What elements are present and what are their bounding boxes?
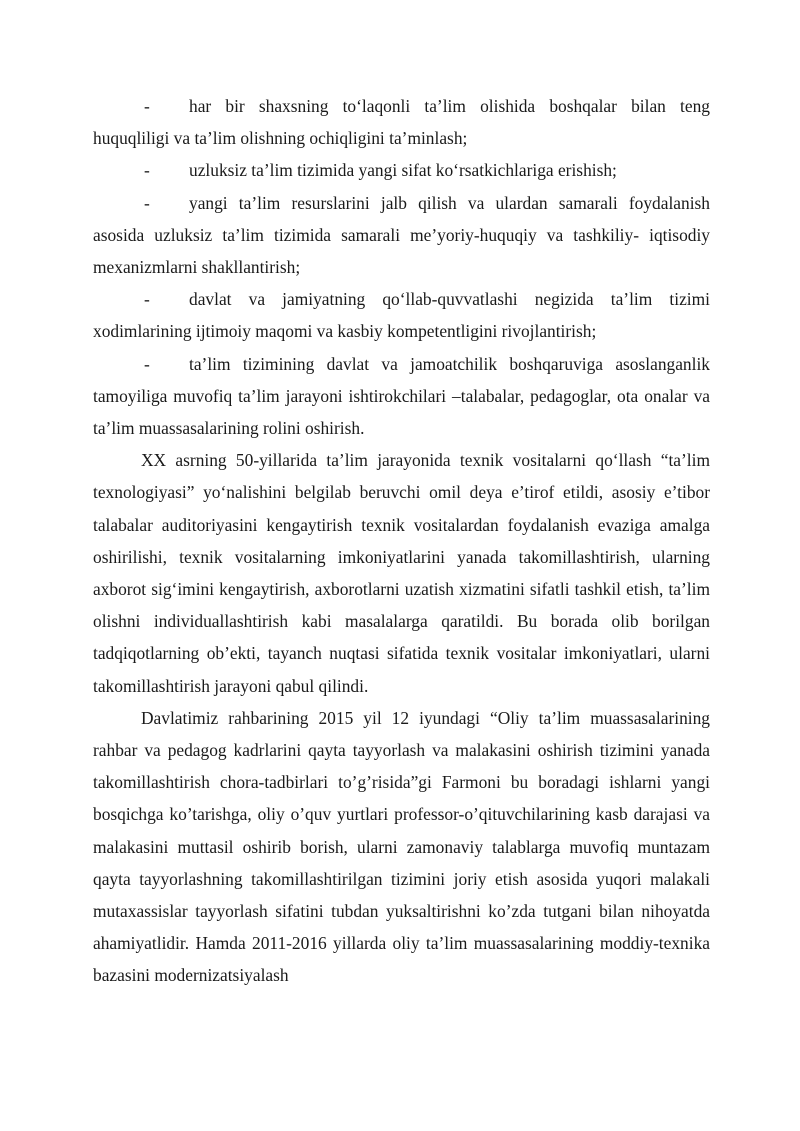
body-paragraph: XX asrning 50-yillarida ta’lim jarayonida texnik vositalarni qo‘llash “ta’lim texnologiyasi” yo‘nalishini belgilab beruvchi omil deya e’tirof etildi, asosiy e’tibor talabalar auditoriyasini kengaytirish texnik vositalardan foydalanish evaziga amalga oshirilishi, texnik vositalarning imkoniyatlarini yanada takomillashtirish, ularning axborot sig‘imini kengaytirish, axborotlarni uzatish xizmatini sifatli tashkil etish, ta’lim olishni individuallashtirish kabi masalalarga qaratildi. Bu borada olib borilgan tadqiqotlarning ob’ekti, tayanch nuqtasi sifatida texnik vositalar imkoniyatlari, ularni takomillashtirish jarayoni qabul qilindi. xyxy=(93,450,710,696)
bullet-item xyxy=(93,90,710,154)
bullet-dash: - xyxy=(144,353,150,374)
bullet-text: ta’lim tizimining davlat va jamoatchilik boshqaruviga asoslanganlik tamoyiliga muvofiq ta’lim jarayoni ishtirokchilari –talabalar, pedagoglar, ota onalar va ta’lim muassasalarining rolini oshirish. xyxy=(93,353,710,439)
bullet-text: davlat va jamiyatning qo‘llab-quvvatlashi negizida ta’lim tizimi xodimlarining ijtimoiy maqomi va kasbiy kompetentligini rivojlantirish; xyxy=(93,289,710,342)
bullet-dash: - xyxy=(144,192,150,213)
document-page xyxy=(93,90,710,992)
bullet-dash: - xyxy=(144,289,150,310)
bullet-item xyxy=(93,348,710,445)
bullet-dash: - xyxy=(144,160,150,181)
bullet-text: yangi ta’lim resurslarini jalb qilish va ulardan samarali foydalanish asosida uzluksiz ta’lim tizimida samarali me’yoriy-huquqiy va tashkiliy- iqtisodiy mexanizmlarni shakllantirish; xyxy=(93,192,710,278)
bullet-text: har bir shaxsning to‘laqonli ta’lim olishida boshqalar bilan teng huquqliligi va ta’lim olishning ochiqligini ta’minlash; xyxy=(93,96,710,149)
bullet-item xyxy=(93,283,710,347)
bullet-item xyxy=(93,187,710,284)
bullet-text: uzluksiz ta’lim tizimida yangi sifat ko‘rsatkichlariga erishish; xyxy=(189,160,617,181)
body-paragraph: Davlatimiz rahbarining 2015 yil 12 iyundagi “Oliy ta’lim muassasalarining rahbar va pedagog kadrlarini qayta tayyorlash va malakasini oshirish tizimini yanada takomillashtirish chora-tadbirlari to’g’risida”gi Farmoni bu boradagi ishlarni yangi bosqichga ko’tarishga, oliy o’quv yurtlari professor-o’qituvchilarining kasb darajasi va malakasini muttasil oshirib borish, ularni zamonaviy talablarga muvofiq muntazam qayta tayyorlashning takomillashtirilgan tizimini joriy etish asosida yuqori malakali mutaxassislar tayyorlash sifatini tubdan yuksaltirishni ko’zda tutgani bilan nihoyatda ahamiyatlidir. Hamda 2011-2016 yillarda oliy ta’lim muassasalarining moddiy-texnika bazasini modernizatsiyalash xyxy=(93,707,710,986)
bullet-dash: - xyxy=(144,96,150,116)
bullet-item xyxy=(93,154,710,186)
